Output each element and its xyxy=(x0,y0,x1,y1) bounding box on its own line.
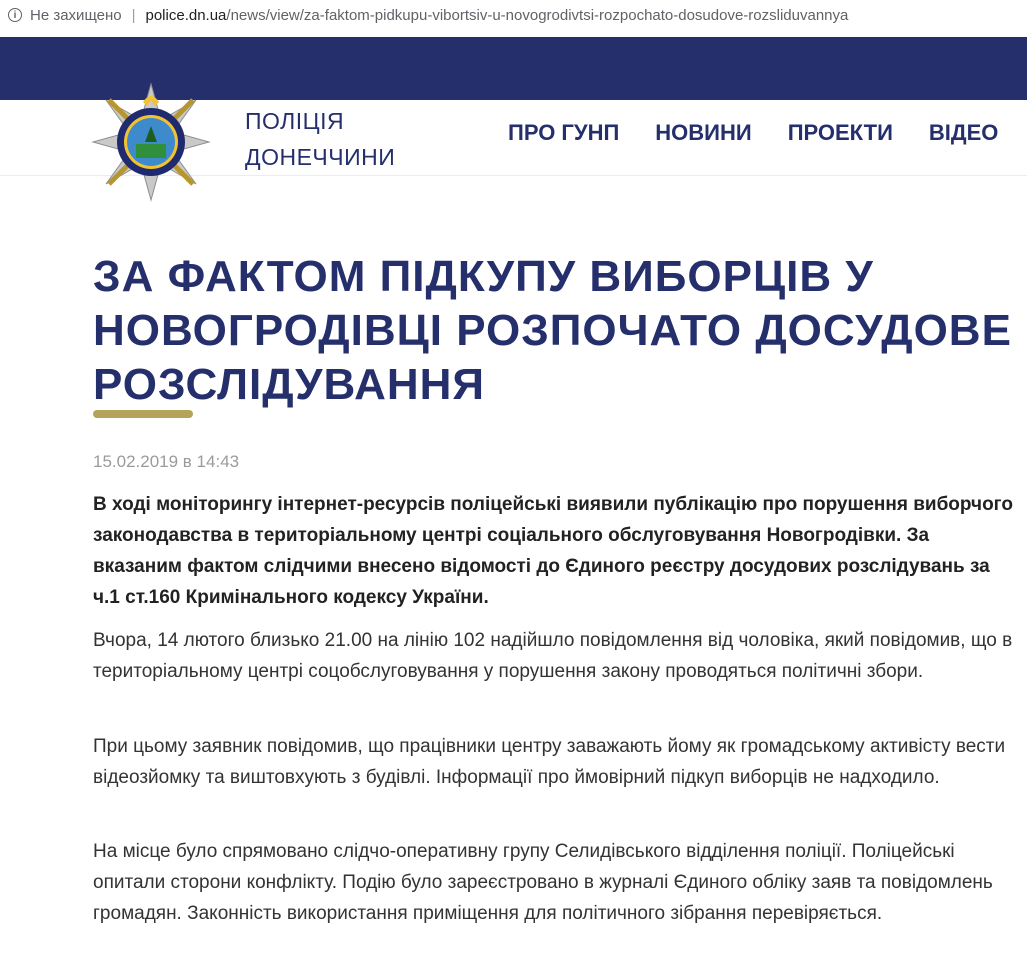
police-emblem-logo[interactable] xyxy=(91,82,211,202)
nav-item-video[interactable]: ВІДЕО xyxy=(928,120,999,145)
main-nav xyxy=(508,120,1027,146)
article-paragraph-3: На місце було спрямовано слідчо-оперативну групу Селидівського відділення поліції. Поліцейські опитали сторони конфлікту. Подію було зареєстровано в журналі Єдиного обліку заяв та повідомлень громадян. Законність використання приміщення для політичного зібрання перевіряється. xyxy=(93,841,993,924)
article-title: ЗА ФАКТОМ ПІДКУПУ ВИБОРЦІВ У НОВОГРОДІВЦІ РОЗПОЧАТО ДОСУДОВЕ РОЗСЛІДУВАННЯ xyxy=(93,252,1012,409)
nav-item-about[interactable]: ПРО ГУНП xyxy=(508,120,620,145)
nav-item-news[interactable]: НОВИНИ xyxy=(655,120,752,145)
info-icon[interactable]: i xyxy=(8,8,22,22)
brand-line-1: ПОЛІЦІЯ xyxy=(245,108,345,134)
article-lead: В ході моніторингу інтернет-ресурсів поліцейські виявили публікацію про порушення виборчого законодавства в територіальному центрі соціального обслуговування Новогродівки. За вказаним фактом слідчими внесено відомості до Єдиного реєстру досудових розслідувань за ч.1 ст.160 Кримінального кодексу України. xyxy=(93,494,1013,608)
article-date: 15.02.2019 в 14:43 xyxy=(93,452,240,471)
article-paragraph-2: При цьому заявник повідомив, що працівники центру заважають йому як громадському активісту вести відеозйомку та виштовхують з будівлі. Інформації про ймовірний підкуп виборців не надходило. xyxy=(93,736,1006,788)
url-host[interactable]: police.dn.ua xyxy=(145,6,227,24)
address-bar[interactable] xyxy=(0,0,1027,30)
security-label[interactable]: Не захищено xyxy=(30,6,122,24)
title-accent-bar xyxy=(93,410,193,418)
nav-item-projects[interactable]: ПРОЕКТИ xyxy=(787,120,893,145)
brand-line-2: ДОНЕЧЧИНИ xyxy=(245,144,396,170)
url-path[interactable]: /news/view/za-faktom-pidkupu-vibortsiv-u-novogrodivtsi-rozpochato-dosudove-rozsliduvannya xyxy=(226,6,849,24)
article-paragraph-1: Вчора, 14 лютого близько 21.00 на лінію 102 надійшло повідомлення від чоловіка, який повідомив, що в територіальному центрі соцобслуговування у порушення закону проводяться політичні збори. xyxy=(93,630,1013,682)
site-brand[interactable] xyxy=(245,103,395,175)
address-separator: | xyxy=(131,6,136,24)
